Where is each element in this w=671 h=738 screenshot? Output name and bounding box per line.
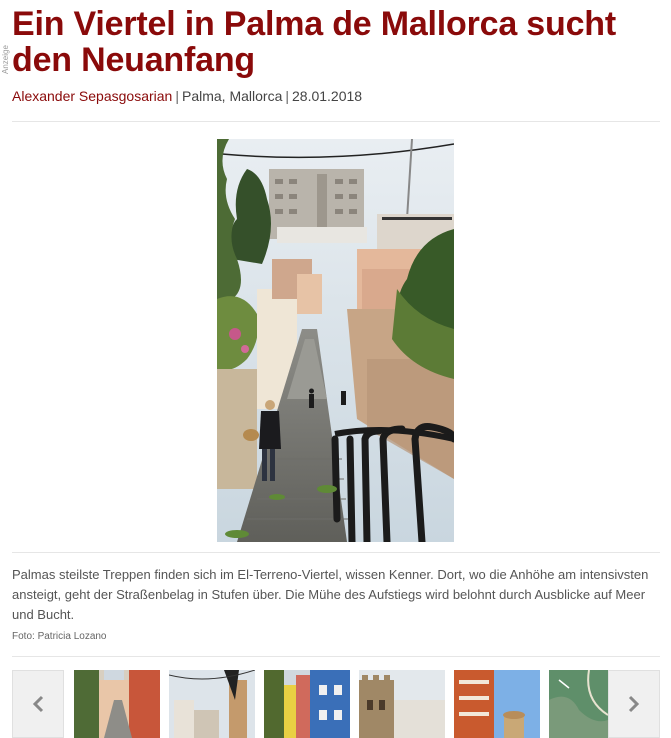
ad-label: Anzeige bbox=[1, 45, 10, 75]
stairs-photo-illustration bbox=[217, 139, 454, 542]
photo-credit: Foto: Patricia Lozano bbox=[12, 631, 107, 642]
divider bbox=[12, 121, 660, 122]
chevron-left-icon bbox=[31, 695, 45, 713]
divider bbox=[12, 552, 660, 553]
aerial-map-thumb bbox=[549, 670, 608, 738]
tower-houses-thumb bbox=[454, 670, 540, 738]
article-meta bbox=[12, 88, 362, 104]
gallery-strip bbox=[12, 670, 660, 738]
old-building-thumb bbox=[359, 670, 445, 738]
photo-caption: Palmas steilste Treppen finden sich im El-Terreno-Viertel, wissen Kenner. Dort, wo die Anhöhe am intensivsten ansteigt, geht der Straßenbelag in Stufen über. Die Mühe des Aufstiegs wird belohnt durch Ausblicke auf Meer und Bucht. bbox=[12, 567, 649, 622]
gallery-prev-button[interactable] bbox=[12, 670, 64, 738]
divider bbox=[12, 656, 660, 657]
gallery-thumb-old-building[interactable] bbox=[359, 670, 445, 738]
colorful-houses-thumb bbox=[264, 670, 350, 738]
meta-separator: | bbox=[285, 88, 289, 104]
meta-separator: | bbox=[175, 88, 179, 104]
author-name[interactable]: Alexander Sepasgosarian bbox=[12, 88, 173, 104]
chevron-right-icon bbox=[627, 695, 641, 713]
street-thumb bbox=[74, 670, 160, 738]
article-date: 28.01.2018 bbox=[292, 88, 363, 104]
article-title: Ein Viertel in Palma de Mallorca sucht den Neuanfang bbox=[12, 5, 616, 79]
article-location: Palma, Mallorca bbox=[181, 88, 283, 104]
gallery-next-button[interactable] bbox=[608, 670, 660, 738]
gallery-thumb-tower[interactable] bbox=[169, 670, 255, 738]
gallery-thumb-tower-houses[interactable] bbox=[454, 670, 540, 738]
article-photo[interactable] bbox=[217, 139, 454, 542]
gallery-thumb-colorful-houses[interactable] bbox=[264, 670, 350, 738]
tower-thumb bbox=[169, 670, 255, 738]
gallery-thumb-street[interactable] bbox=[74, 670, 160, 738]
